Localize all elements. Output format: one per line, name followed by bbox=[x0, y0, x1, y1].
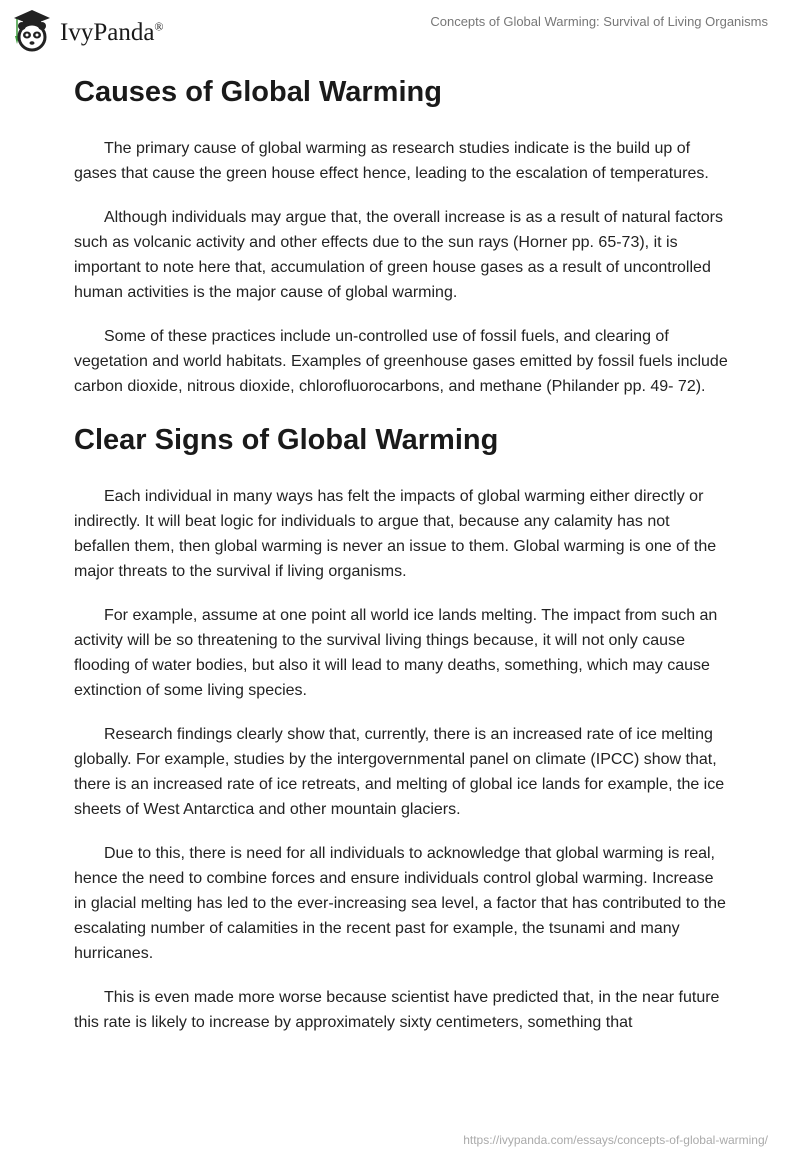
paragraph: The primary cause of global warming as research studies indicate is the build up of gases that cause the green house effect hence, leading to the escalation of temperatures. bbox=[74, 140, 709, 182]
source-url[interactable]: https://ivypanda.com/essays/concepts-of-global-warming/ bbox=[463, 1133, 768, 1147]
page-header bbox=[0, 0, 800, 60]
ivypanda-logo[interactable] bbox=[12, 8, 164, 52]
paragraph: For example, assume at one point all world ice lands melting. The impact from such an activity will be so threatening to the survival living things because, it will not only cause flooding of water bodies, but also it will lead to many deaths, something, which may cause extinction of some living species. bbox=[74, 607, 718, 699]
paragraph: Some of these practices include un-controlled use of fossil fuels, and clearing of vegetation and world habitats. Examples of greenhouse gases emitted by fossil fuels include carbon dioxide, nitrous dioxide, chlorofluorocarbons, and methane (Philander pp. 49- 72). bbox=[74, 328, 728, 395]
paragraph: Research findings clearly show that, currently, there is an increased rate of ice melting globally. For example, studies by the intergovernmental panel on climate (IPCC) show that, there is an increased rate of ice retreats, and melting of global ice lands for example, the ice sheets of West Antarctica and other mountain glaciers. bbox=[74, 726, 725, 818]
registered-mark: ® bbox=[154, 19, 164, 34]
paragraph: This is even made more worse because scientist have predicted that, in the near future this rate is likely to increase by approximately sixty centimeters, something that bbox=[74, 989, 720, 1031]
paragraph: Each individual in many ways has felt the impacts of global warming either directly or indirectly. It will beat logic for individuals to argue that, because any calamity has not befallen them, then global warming is never an issue to them. Global warming is one of the major threats to the survival if living organisms. bbox=[74, 488, 717, 580]
panda-graduate-icon bbox=[12, 8, 52, 52]
document-title: Concepts of Global Warming: Survival of Living Organisms bbox=[430, 14, 768, 29]
section-heading-signs: Clear Signs of Global Warming bbox=[74, 424, 499, 456]
paragraph: Although individuals may argue that, the overall increase is as a result of natural factors such as volcanic activity and other effects due to the sun rays (Horner pp. 65-73), it is important to note here that, accumulation of green house gases as a result of uncontrolled human activities is the major cause of global warming. bbox=[74, 209, 723, 301]
paragraph: Due to this, there is need for all individuals to acknowledge that global warming is real, hence the need to combine forces and ensure individuals control global warming. Increase in glacial melting has led to the ever-increasing sea level, a factor that has contributed to the escalating number of calamities in the recent past for example, the tsunami and many hurricanes. bbox=[74, 845, 726, 962]
logo-text: IvyPanda bbox=[60, 19, 155, 46]
section-heading-causes: Causes of Global Warming bbox=[74, 76, 442, 108]
essay-content bbox=[74, 70, 730, 1054]
